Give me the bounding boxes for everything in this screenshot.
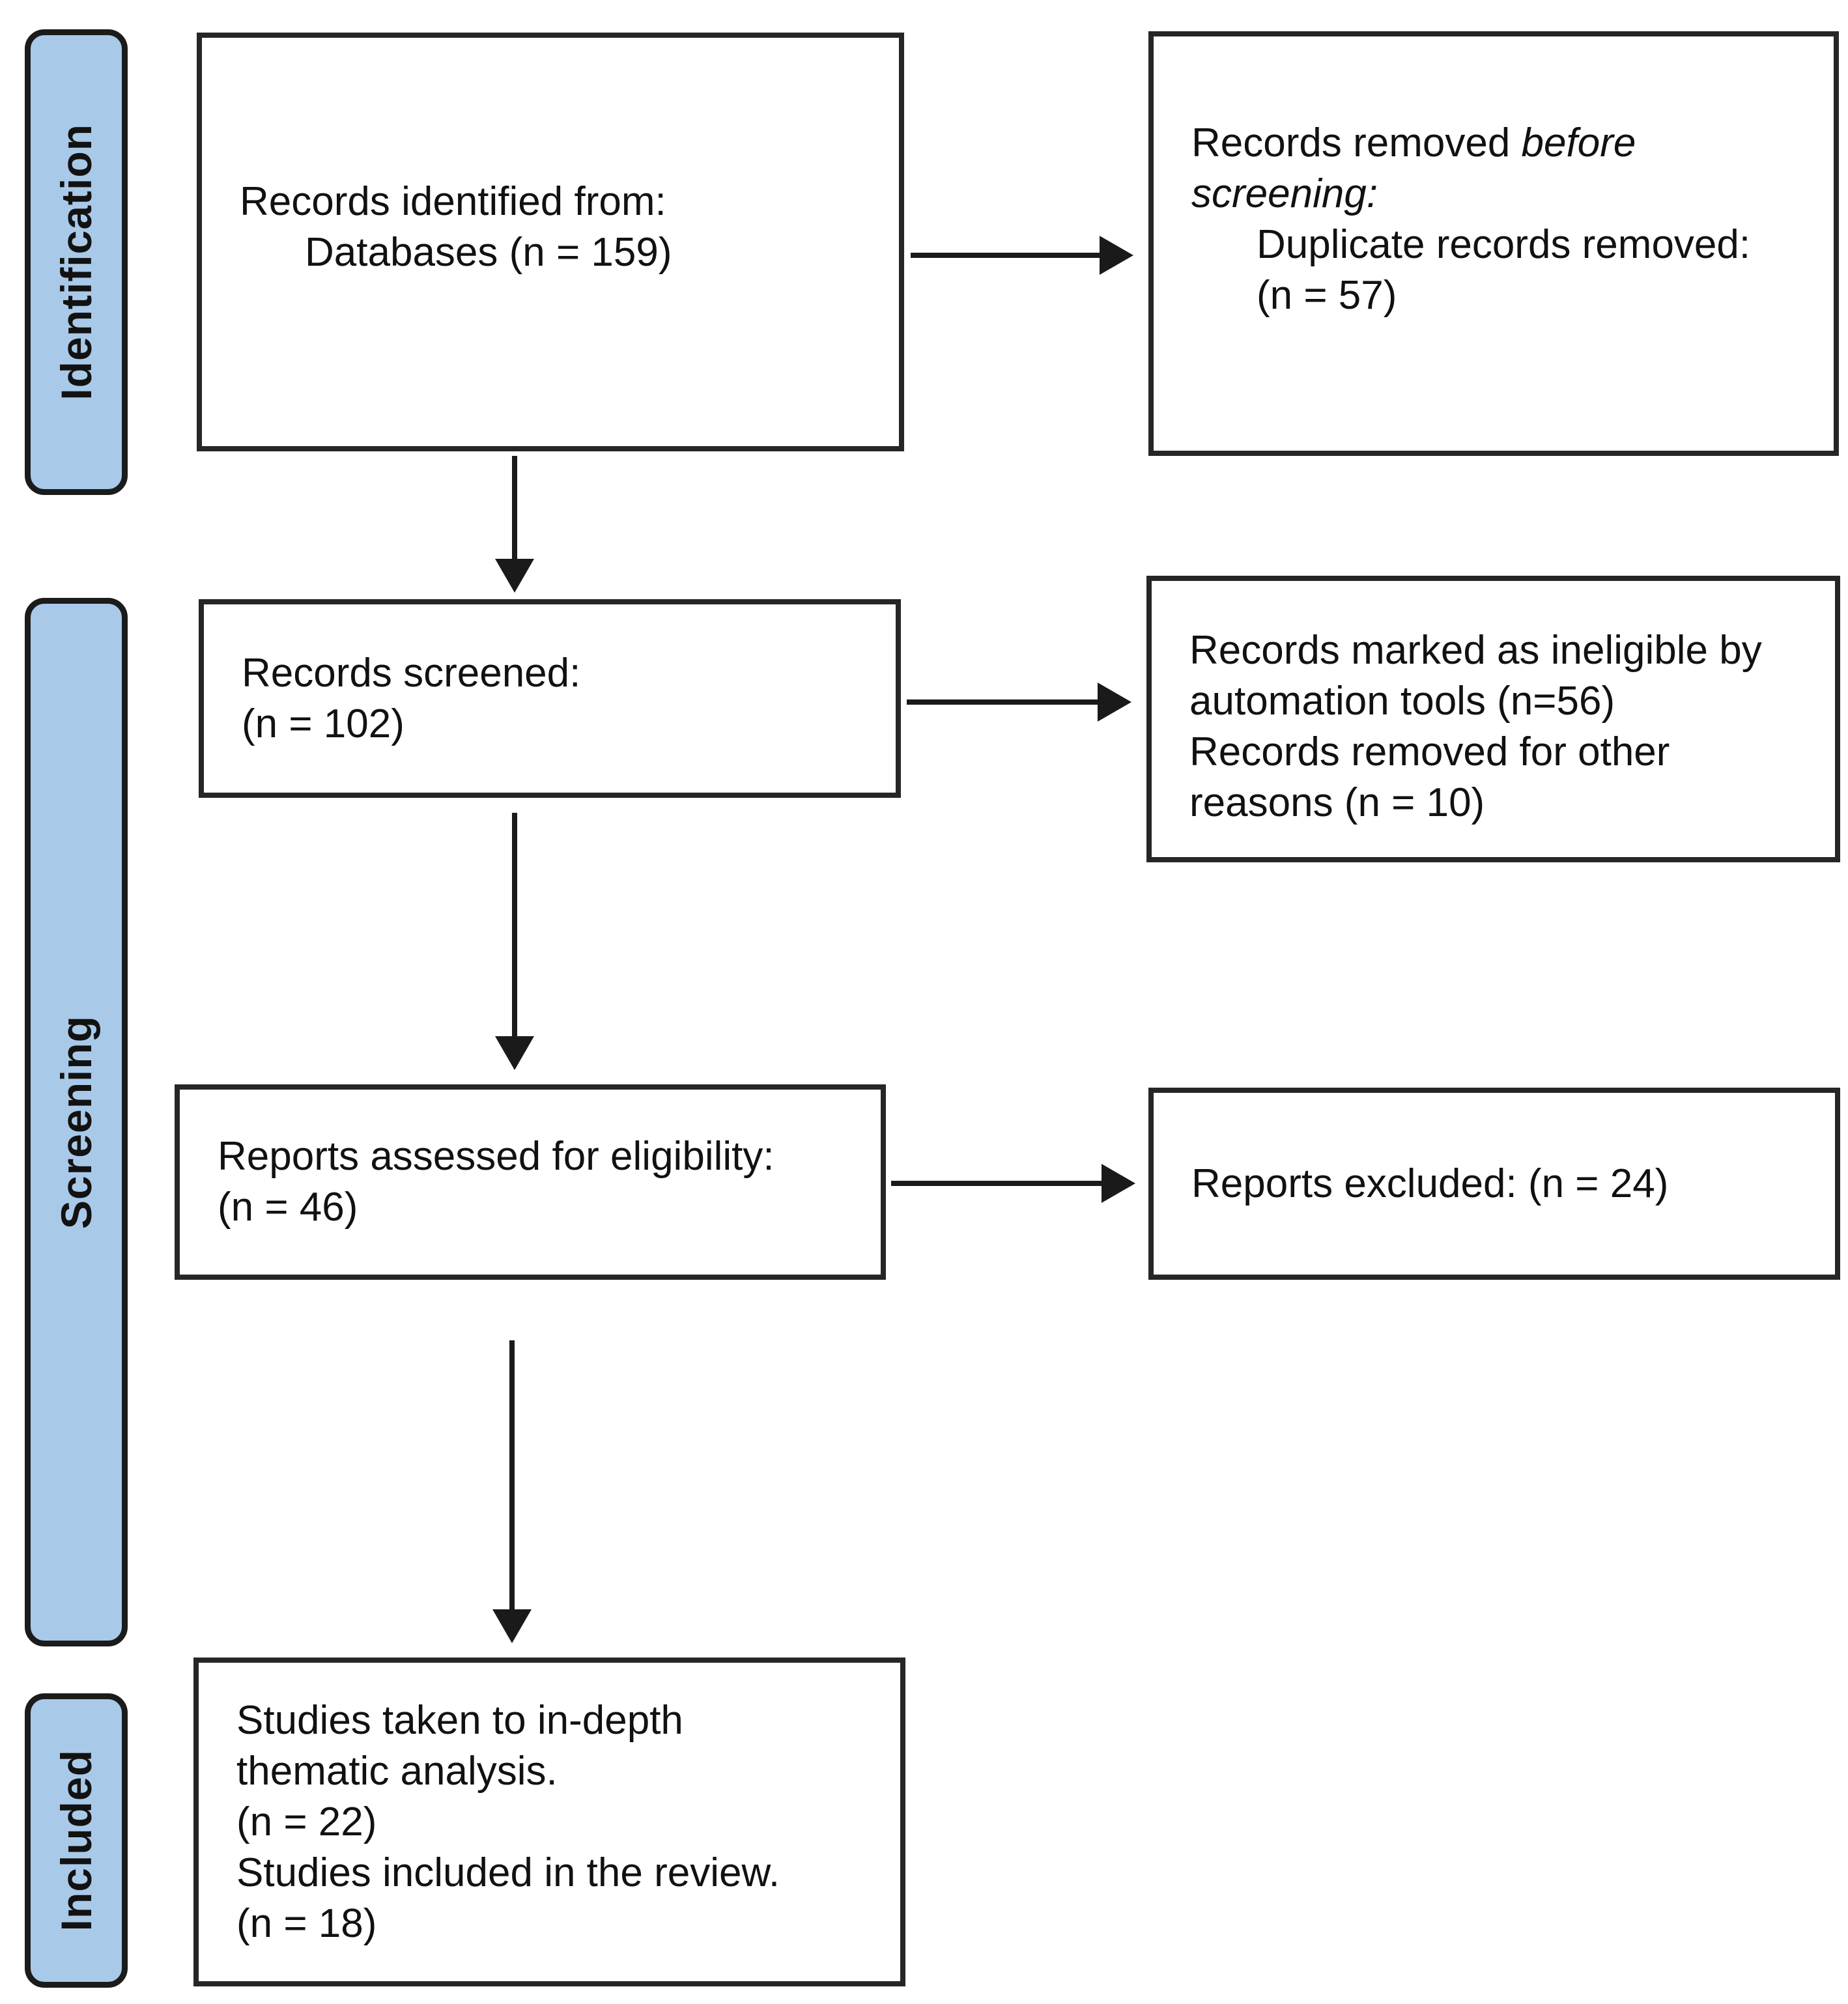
box-line xyxy=(1189,778,1822,828)
stage-label-screening: Screening xyxy=(52,1015,100,1230)
stage-bar-included xyxy=(25,1693,128,1988)
box-records-ineligible-text xyxy=(1189,625,1822,828)
box-line xyxy=(1191,118,1821,169)
box-line xyxy=(236,1695,887,1746)
arrow-screened-to-ineligible-line xyxy=(907,699,1099,705)
arrow-assessed-to-included-head xyxy=(492,1609,532,1643)
box-line-segment: Records removed xyxy=(1191,120,1522,165)
box-records-removed-text xyxy=(1191,118,1821,321)
arrow-screened-to-assessed-line xyxy=(512,813,517,1037)
arrow-identified-to-removed-head xyxy=(1100,236,1133,275)
arrow-assessed-to-excluded-line xyxy=(891,1181,1103,1186)
box-records-ineligible xyxy=(1146,576,1840,862)
box-line xyxy=(1189,676,1822,727)
box-line-segment-italic: screening: xyxy=(1191,171,1378,216)
box-records-removed-before-screening xyxy=(1148,31,1839,456)
stage-label-identification: Identification xyxy=(52,124,100,401)
box-line xyxy=(1191,270,1821,321)
box-line-segment: (n = 46) xyxy=(218,1185,358,1230)
arrow-assessed-to-excluded-head xyxy=(1102,1164,1135,1203)
box-line xyxy=(240,227,886,278)
box-line-segment: Databases (n = 159) xyxy=(305,229,672,275)
box-line-segment: Reports assessed for eligibility: xyxy=(218,1134,775,1179)
box-line-segment: reasons (n = 10) xyxy=(1189,780,1485,825)
box-line xyxy=(1191,169,1821,219)
box-line xyxy=(218,1182,868,1233)
box-line-segment: (n = 18) xyxy=(236,1900,377,1946)
box-line xyxy=(1191,219,1821,270)
box-line-segment: (n = 22) xyxy=(236,1799,377,1844)
box-line-segment: thematic analysis. xyxy=(236,1748,558,1794)
box-records-identified-text xyxy=(240,176,886,278)
box-line-segment: (n = 57) xyxy=(1257,273,1397,318)
box-line-segment: Reports excluded: (n = 24) xyxy=(1191,1161,1669,1206)
box-line xyxy=(236,1797,887,1848)
stage-label-included: Included xyxy=(52,1749,100,1932)
box-line-segment: (n = 102) xyxy=(242,701,405,746)
box-records-screened-text xyxy=(242,648,883,750)
box-line-segment: automation tools (n=56) xyxy=(1189,679,1615,724)
box-line xyxy=(1189,625,1822,676)
box-line-segment: Records removed for other xyxy=(1189,729,1670,774)
box-line-segment: Studies taken to in-depth xyxy=(236,1697,683,1743)
box-line-segment: Records screened: xyxy=(242,650,581,696)
box-line xyxy=(1189,727,1822,778)
box-studies-included-text xyxy=(236,1695,887,1949)
box-reports-excluded xyxy=(1148,1088,1840,1280)
box-line-segment-italic: before xyxy=(1521,120,1636,165)
box-line-segment: Records marked as ineligible by xyxy=(1189,628,1762,673)
box-line-segment: Duplicate records removed: xyxy=(1257,222,1751,267)
arrow-identified-to-screened-head xyxy=(495,559,534,593)
box-reports-assessed-text xyxy=(218,1131,868,1233)
box-line-segment: Records identified from: xyxy=(240,178,666,224)
box-line xyxy=(236,1898,887,1949)
box-line xyxy=(242,648,883,699)
box-line xyxy=(218,1131,868,1182)
box-line xyxy=(242,699,883,750)
box-line xyxy=(240,176,886,227)
arrow-screened-to-assessed-head xyxy=(495,1036,534,1070)
box-studies-included xyxy=(193,1658,905,1986)
stage-bar-screening xyxy=(25,598,128,1646)
box-line-segment: Studies included in the review. xyxy=(236,1850,780,1895)
box-line xyxy=(1191,1159,1822,1209)
arrow-assessed-to-included-line xyxy=(509,1340,515,1611)
arrow-screened-to-ineligible-head xyxy=(1098,683,1131,722)
stage-bar-identification xyxy=(25,29,128,495)
box-records-identified xyxy=(197,33,904,451)
box-line xyxy=(236,1848,887,1898)
box-records-screened xyxy=(199,599,901,798)
box-reports-excluded-text xyxy=(1191,1159,1822,1209)
box-line xyxy=(236,1746,887,1797)
box-reports-assessed xyxy=(175,1084,886,1280)
arrow-identified-to-screened-line xyxy=(512,456,517,560)
arrow-identified-to-removed-line xyxy=(911,253,1101,258)
